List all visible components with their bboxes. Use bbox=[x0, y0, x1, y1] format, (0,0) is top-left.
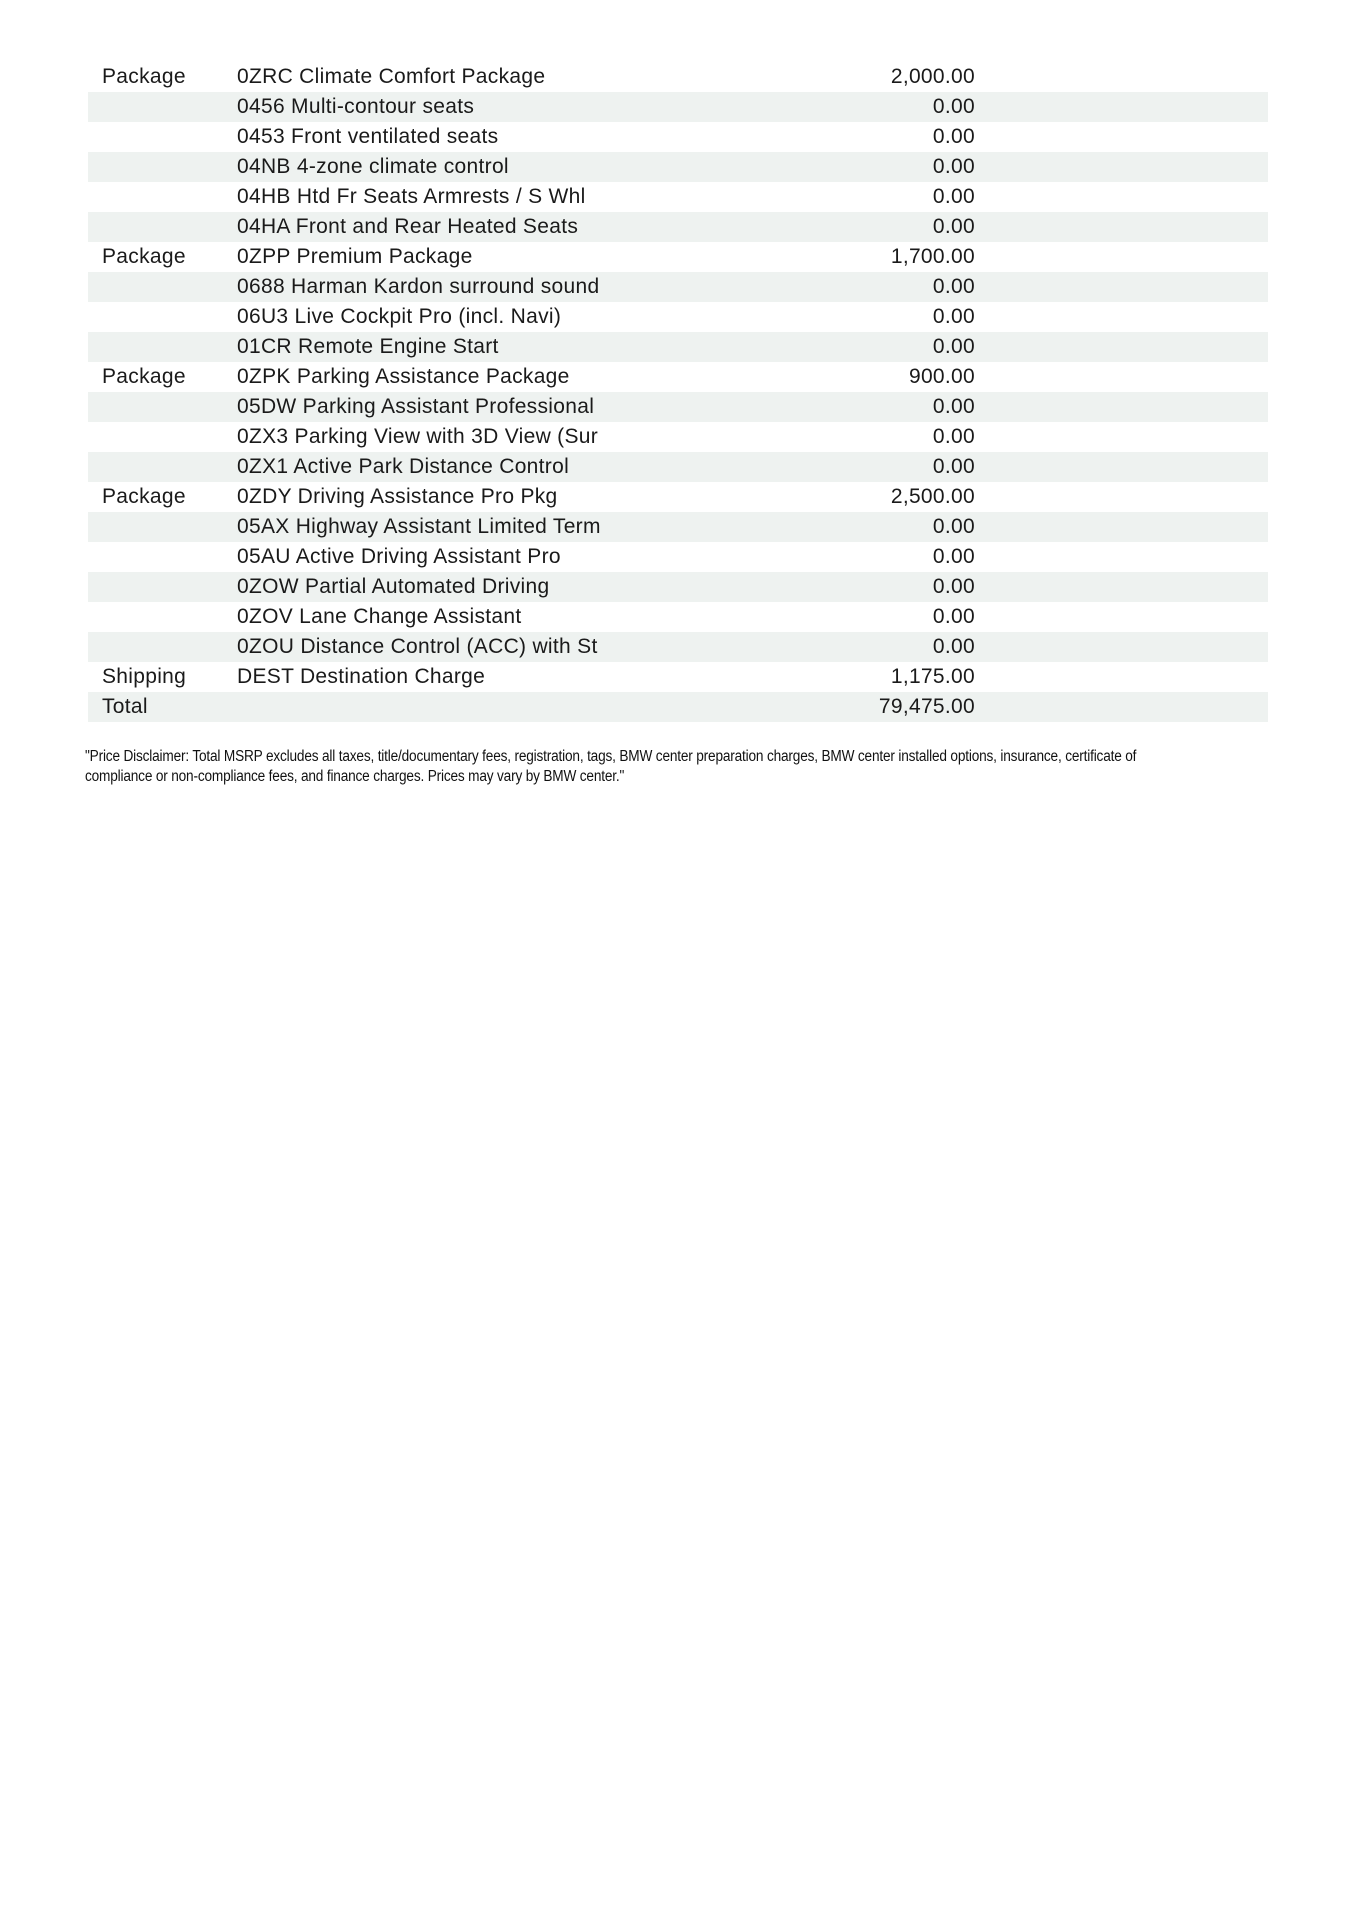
table-row bbox=[88, 62, 1268, 92]
row-option-cell: 05AU Active Driving Assistant Pro bbox=[237, 545, 561, 568]
row-type-cell: Package bbox=[102, 65, 186, 88]
table-row bbox=[88, 242, 1268, 272]
row-option-cell: 06U3 Live Cockpit Pro (incl. Navi) bbox=[237, 305, 562, 328]
row-type-cell: Package bbox=[102, 485, 186, 508]
row-option-cell: DEST Destination Charge bbox=[237, 665, 486, 688]
row-price-cell: 900.00 bbox=[908, 365, 975, 388]
row-option-cell: 0ZX3 Parking View with 3D View (Sur bbox=[237, 425, 599, 448]
row-option-cell: 04NB 4-zone climate control bbox=[237, 155, 509, 178]
row-type-cell: Package bbox=[102, 365, 186, 388]
row-price-cell: 0.00 bbox=[932, 215, 975, 238]
table-row bbox=[88, 272, 1268, 302]
row-price-cell: 0.00 bbox=[932, 395, 975, 418]
table-row bbox=[88, 212, 1268, 242]
row-price-cell: 0.00 bbox=[932, 635, 975, 658]
row-price-cell: 0.00 bbox=[932, 545, 975, 568]
row-price-cell: 0.00 bbox=[932, 455, 975, 478]
table-row bbox=[88, 122, 1268, 152]
row-option-cell: 0ZPK Parking Assistance Package bbox=[237, 365, 570, 388]
row-option-cell: 0ZRC Climate Comfort Package bbox=[237, 65, 546, 88]
row-price-cell: 1,700.00 bbox=[890, 245, 975, 268]
row-price-cell: 0.00 bbox=[932, 425, 975, 448]
table-row bbox=[88, 692, 1268, 722]
row-option-cell: 0ZOV Lane Change Assistant bbox=[237, 605, 522, 628]
row-option-cell: 0688 Harman Kardon surround sound bbox=[237, 275, 600, 298]
row-option-cell: 0453 Front ventilated seats bbox=[237, 125, 499, 148]
table-row bbox=[88, 422, 1268, 452]
row-price-cell: 0.00 bbox=[932, 275, 975, 298]
table-row bbox=[88, 392, 1268, 422]
options-price-table bbox=[88, 62, 1268, 722]
row-option-cell: 0ZDY Driving Assistance Pro Pkg bbox=[237, 485, 558, 508]
row-option-cell: 0ZOW Partial Automated Driving bbox=[237, 575, 550, 598]
table-row bbox=[88, 542, 1268, 572]
row-price-cell: 0.00 bbox=[932, 305, 975, 328]
row-type-cell: Shipping bbox=[102, 665, 187, 688]
row-price-cell: 2,500.00 bbox=[890, 485, 975, 508]
row-price-cell: 0.00 bbox=[932, 515, 975, 538]
row-option-cell: 04HB Htd Fr Seats Armrests / S Whl bbox=[237, 185, 586, 208]
table-row bbox=[88, 182, 1268, 212]
table-row bbox=[88, 92, 1268, 122]
row-price-cell: 0.00 bbox=[932, 335, 975, 358]
row-price-cell: 0.00 bbox=[932, 155, 975, 178]
disclaimer-line: "Price Disclaimer: Total MSRP excludes all taxes, title/documentary fees, registration, tags, BMW center preparation charges, BMW center installed options, insurance, certificate of bbox=[85, 748, 1137, 765]
row-type-cell: Total bbox=[102, 695, 148, 718]
price-disclaimer bbox=[85, 747, 1317, 787]
table-row bbox=[88, 602, 1268, 632]
row-price-cell: 0.00 bbox=[932, 185, 975, 208]
row-type-cell: Package bbox=[102, 245, 186, 268]
table-row bbox=[88, 512, 1268, 542]
table-row bbox=[88, 332, 1268, 362]
table-row bbox=[88, 482, 1268, 512]
table-row bbox=[88, 572, 1268, 602]
row-option-cell: 0ZX1 Active Park Distance Control bbox=[237, 455, 570, 478]
row-option-cell: 0ZPP Premium Package bbox=[237, 245, 473, 268]
row-option-cell: 01CR Remote Engine Start bbox=[237, 335, 499, 358]
row-price-cell: 79,475.00 bbox=[878, 695, 975, 718]
row-price-cell: 0.00 bbox=[932, 605, 975, 628]
table-row bbox=[88, 632, 1268, 662]
table-row bbox=[88, 152, 1268, 182]
table-row bbox=[88, 362, 1268, 392]
table-row bbox=[88, 452, 1268, 482]
row-price-cell: 0.00 bbox=[932, 125, 975, 148]
row-option-cell: 0456 Multi-contour seats bbox=[237, 95, 475, 118]
table-row bbox=[88, 302, 1268, 332]
row-price-cell: 0.00 bbox=[932, 575, 975, 598]
row-price-cell: 2,000.00 bbox=[890, 65, 975, 88]
row-option-cell: 05DW Parking Assistant Professional bbox=[237, 395, 595, 418]
row-option-cell: 05AX Highway Assistant Limited Term bbox=[237, 515, 601, 538]
row-option-cell: 04HA Front and Rear Heated Seats bbox=[237, 215, 579, 238]
row-price-cell: 1,175.00 bbox=[890, 665, 975, 688]
disclaimer-line: compliance or non-compliance fees, and finance charges. Prices may vary by BMW center." bbox=[85, 768, 625, 785]
row-price-cell: 0.00 bbox=[932, 95, 975, 118]
row-option-cell: 0ZOU Distance Control (ACC) with St bbox=[237, 635, 598, 658]
table-row bbox=[88, 662, 1268, 692]
